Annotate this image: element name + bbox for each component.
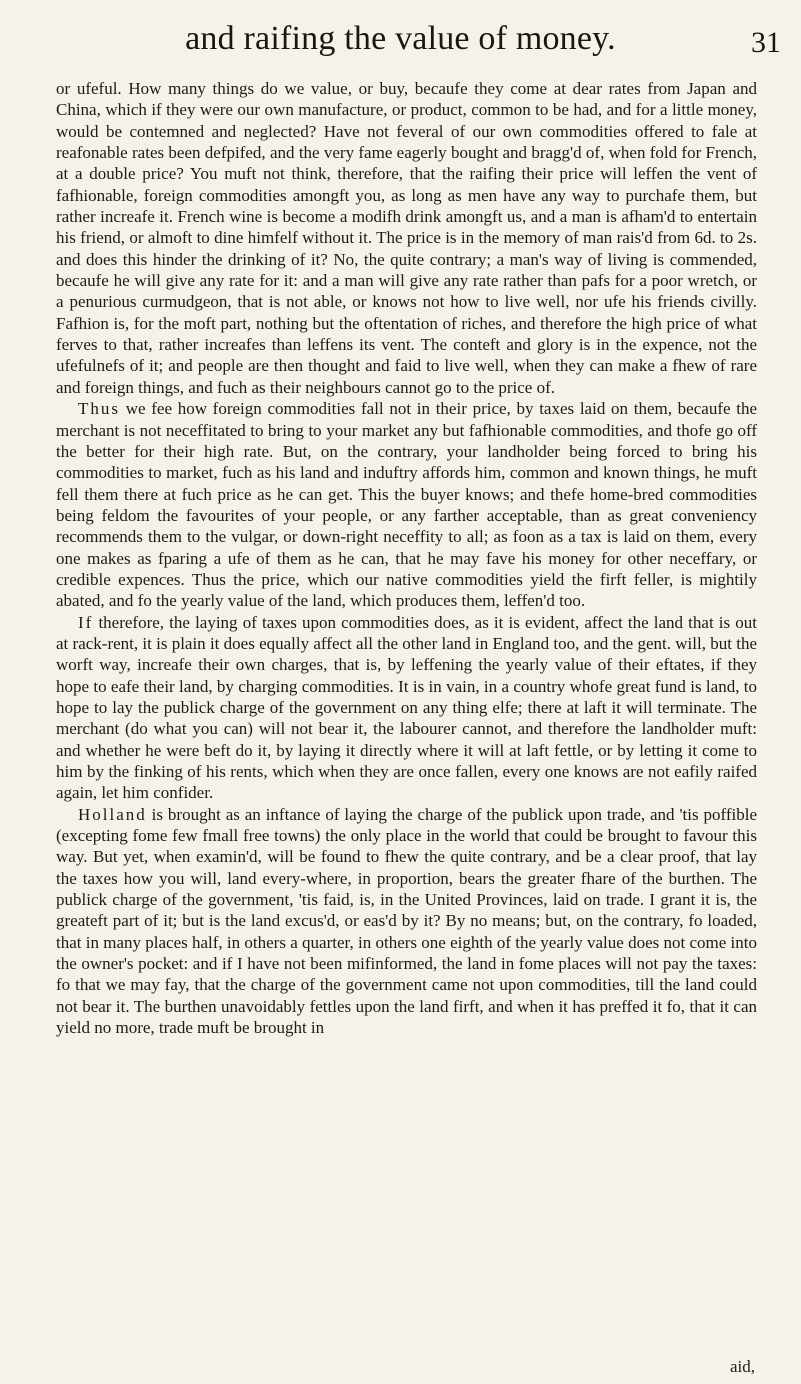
paragraph-text: therefore, the laying of taxes upon commodities does, as it is evident, affect the land that is out at rack-rent, it is plain it does equally affect all the other land in England too, and the gent. will, but the worft way, increafe their own charges, that is, by leffening the yearly value of their eftates, if they hope to eafe their land, by charging commodities. It is in vain, in a country whofe great fund is land, to hope to lay the publick charge of the government on any thing elfe; there at laft it will terminate. The merchant (do what you can) will not bear it, the labourer cannot, and therefore the landholder muft: and whether he were beft do it, by laying it directly where it will at laft fettle, or by letting it come to him by the finking of his rents, which when they are once fallen, every one knows are not eafily raifed again, let him confider.: [56, 612, 757, 803]
running-title: and raifing the value of money.: [185, 20, 616, 57]
page-header: [0, 20, 801, 80]
paragraph-text: we fee how foreign commodities fall not in their price, by taxes laid on them, becaufe the merchant is not neceffitated to bring to your market any but fafhionable commodities, and thofe go off the better for their high rate. But, on the contrary, your landholder being forced to bring his commodities to market, fuch as his land and induftry affords him, common and known things, he muft fell them there at fuch price as he can get. This the buyer knows; and thefe home-bred commodities being feldom the favourites of your people, or any farther acceptable, than as great conveniency recommends them to the vulgar, or down-right neceffity to all; as foon as a tax is laid on them, every one makes as fparing a ufe of them as he can, that he may fave his money for other neceffary, or credible expences. Thus the price, which our native commodities yield the firft feller, is mightily abated, and fo the yearly value of the land, which produces them, leffen'd too.: [56, 399, 757, 611]
body-text: [56, 78, 757, 1038]
paragraph-3: [56, 612, 757, 804]
catchword: aid,: [729, 1357, 755, 1376]
page-number: 31: [751, 26, 781, 59]
paragraph-4: [56, 804, 757, 1039]
paragraph-lead-word: If: [78, 612, 94, 632]
paragraph-2: [56, 398, 757, 611]
paragraph-text: is brought as an inftance of laying the charge of the publick upon trade, and 'tis poffible (excepting fome few fmall free towns) the only place in the world that could be brought to favour this way. But yet, when examin'd, will be found to fhew the quite contrary, and be a clear proof, that lay the taxes how you will, land every-where, in proportion, bears the greater fhare of the burthen. The publick charge of the government, 'tis faid, is, in the United Provinces, laid on trade. I grant it is, the greateft part of it; but is the land excus'd, or eas'd by it? By no means; but, on the contrary, fo loaded, that in many places half, in others a quarter, in others one eighth of the yearly value does not come into the owner's pocket: and if I have not been mifinformed, the land in fome places will not pay the taxes: fo that we may fay, that the charge of the government came not upon commodities, till the land could not bear it. The burthen unavoidably fettles upon the land firft, and when it has preffed it fo, that it can yield no more, trade muft be brought in: [56, 804, 757, 1038]
paragraph-text: or ufeful. How many things do we value, or buy, becaufe they come at dear rates from Japan and China, which if they were our own manufacture, or product, common to be had, and for a little money, would be contemned and neglected? Have not feveral of our own commodities offered to fale at reafonable rates been defpifed, and the very fame eagerly bought and bragg'd of, when fold for French, at a double price? You muft not think, therefore, that the raifing their price will leffen the vent of fafhionable, foreign commodities amongft you, as long as men have any way to purchafe them, but rather increafe it. French wine is become a modifh drink amongft us, and a man is afham'd to entertain his friend, or almoft to dine himfelf without it. The price is in the memory of man rais'd from 6d. to 2s. and does this hinder the drinking of it? No, the quite contrary; a man's way of living is commended, becaufe he will give any rate for it: and a man will give any rate rather than pafs for a poor wretch, or a penurious curmudgeon, that is not able, or knows not how to live well, nor ufe his friends civilly. Fafhion is, for the moft part, nothing but the oftentation of riches, and therefore the high price of what ferves to that, rather increafes than leffens its vent. The conteft and glory is in the expence, not the ufefulnefs of it; and people are then thought and faid to live well, when they can make a fhew of rare and foreign things, and fuch as their neighbours cannot go to the price of.: [56, 79, 757, 397]
paragraph-1: [56, 78, 757, 398]
paragraph-lead-word: Holland: [78, 804, 147, 824]
paragraph-lead-word: Thus: [78, 399, 120, 419]
